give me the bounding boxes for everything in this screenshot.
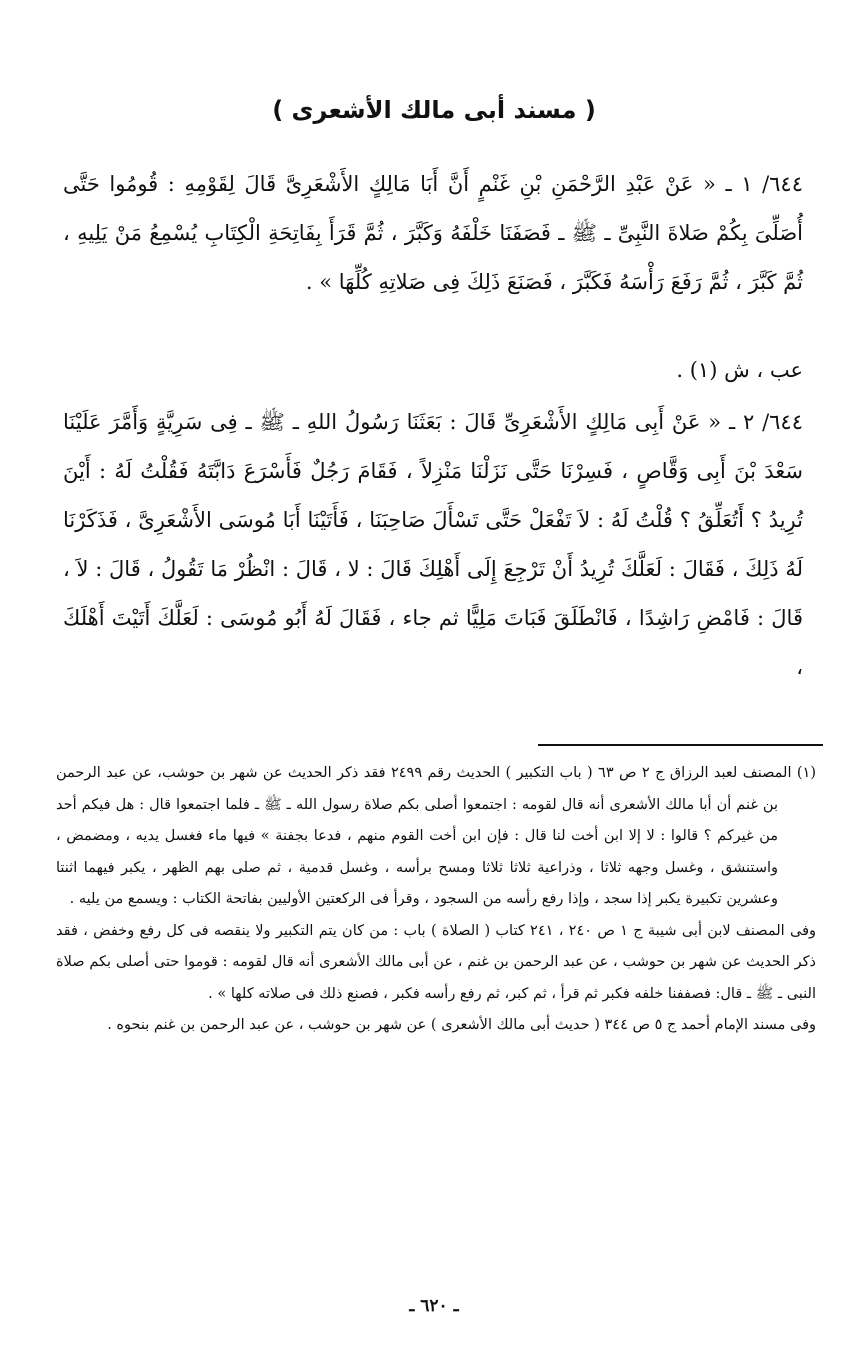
page-number: ـ ٦٢٠ ـ (409, 1296, 459, 1316)
footnote-1-continuation-2: وفى مسند الإمام أحمد ج ٥ ص ٣٤٤ ( حديث أبى مالك الأشعرى ) عن شهر بن حوشب ، عن عبد الرحمن بن غنم بنحوه . (107, 1017, 816, 1033)
hadith-2 (63, 398, 803, 692)
footnote-divider (538, 744, 823, 746)
section-title: ( مسند أبى مالك الأشعرى ) (272, 96, 596, 124)
footnote-1-continuation: وفى المصنف لابن أبى شيبة ج ١ ص ٢٤٠ ، ٢٤١ كتاب ( الصلاة ) باب : من كان يتم التكبير ولا ينقصه فى كل رفع وخفض ، فقد ذكر الحديث عن شهر بن حوشب ، عن عبد الرحمن بن غنم ، عن أبى مالك الأشعرى أنه قال لقومه : قوموا حتى أصلى بكم صلاة النبى ـ ﷺ ـ قال: فصففنا خلفه فكبر ثم قرأ ، ثم كبر، ثم رفع رأسه فكبر ، فصنع ذلك فى صلاته كلها » . (56, 922, 817, 1002)
hadith-1-text: ٦٤٤/ ١ ـ « عَنْ عَبْدِ الرَّحْمَنِ بْنِ غَنْمٍ أَنَّ أَبَا مَالِكٍ الأَشْعَرِىَّ قَالَ لِقَوْمِهِ : قُومُوا حَتَّى أُصَلِّىَ بِكُمْ صَلاةَ النَّبِىِّ ـ ﷺ ـ فَصَفَنَا خَلْفَهُ وَكَبَّرَ ، ثُمَّ قَرَأَ بِفَاتِحَةِ الْكِتَابِ يُسْمِعُ مَنْ يَلِيهِ ، ثُمَّ كَبَّرَ ، ثُمَّ رَفَعَ رَأْسَهُ فَكَبَّرَ ، فَصَنَعَ ذَلِكَ فِى صَلاتِهِ كُلِّهَا » . (63, 172, 803, 294)
hadith-1 (63, 160, 803, 307)
footnote-1: (١) المصنف لعبد الرزاق ج ٢ ص ٦٣ ( باب التكبير ) الحديث رقم ٢٤٩٩ فقد ذكر الحديث عن شهر بن حوشب، عن عبد الرحمن بن غنم أن أبا مالك الأشعرى أنه قال لقومه : اجتمعوا أصلى بكم صلاة رسول الله ـ ﷺ ـ فلما اجتمعوا قال : هل فيكم أحد من غيركم ؟ قالوا : لا إلا ابن أخت لنا قال : فإن ابن أخت القوم منهم ، فدعا بجفنة » فيها ماء فغسل يديه ، ومضمض ، واستنشق ، وغسل وجهه ثلاثا ، وذراعية ثلاثا ثلاثا ومسح برأسه ، وغسل قدمية ، ثم صلى بهم الظهر ، يكبر فيهما اثنتا وعشرين تكبيرة يكبر إذا سجد ، وإذا رفع رأسه من السجود ، وقرأ فى الركعتين الأوليين بفاتحة الكتاب : ويسمع من يليه . (56, 765, 817, 907)
hadith-2-text: ٦٤٤/ ٢ ـ « عَنْ أَبِى مَالِكٍ الأَشْعَرِىِّ قَالَ : بَعَثَنَا رَسُولُ اللهِ ـ ﷺ ـ فِى سَرِيَّةٍ وَأَمَّرَ عَلَيْنَا سَعْدَ بْنَ أَبِى وَقَّاصٍ ، فَسِرْنَا حَتَّى نَزَلْنَا مَنْزِلاً ، فَقَامَ رَجُلٌ فَأَسْرَعَ دَابَّتَهُ فَقُلْتُ لَهُ : أَيْنَ تُرِيدُ ؟ أَتُعَلِّقُ ؟ قُلْتُ لَهُ : لاَ تَفْعَلْ حَتَّى تَسْأَلَ صَاحِبَنَا ، فَأَتَيْنَا أَبَا مُوسَى الأَشْعَرِىَّ ، فَذَكَرْنَا لَهُ ذَلِكَ ، فَقَالَ : لَعَلَّكَ تُرِيدُ أَنْ تَرْجِعَ إِلَى أَهْلِكَ قَالَ : لا ، قَالَ : انْظُرْ مَا تَقُولُ ، قَالَ : لاَ ، قَالَ : فَامْضِ رَاشِدًا ، فَانْطَلَقَ فَبَاتَ مَلِيًّا ثم جاء ، فَقَالَ لَهُ أَبُو مُوسَى : لَعَلَّكَ أَتَيْتَ أَهْلَكَ ، (63, 410, 803, 679)
footnotes (56, 758, 816, 1042)
hadith-1-source (63, 346, 803, 395)
hadith-1-source-text: عب ، ش (١) . (676, 358, 803, 382)
